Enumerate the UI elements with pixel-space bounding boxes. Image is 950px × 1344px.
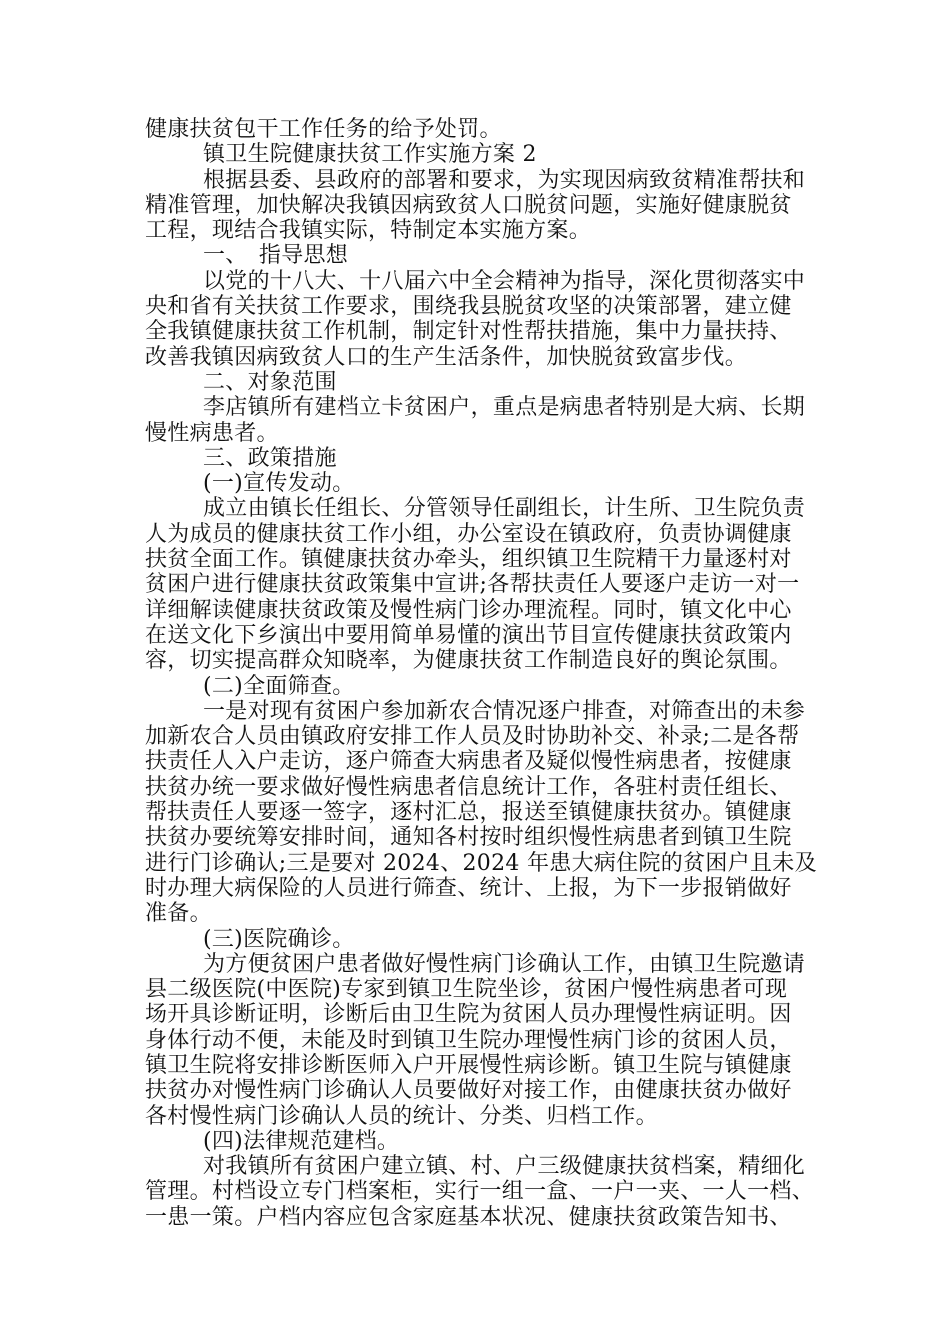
text-line: 管理。村档设立专门档案柜，实行一组一盒、一户一夹、一人一档、 (145, 1179, 815, 1205)
section-heading: 三、政策措施 (203, 445, 337, 471)
text-line: 央和省有关扶贫工作要求，围绕我县脱贫攻坚的决策部署，建立健 (145, 294, 792, 320)
text-line: 工程，现结合我镇实际，特制定本实施方案。 (145, 218, 592, 244)
text-line: 根据县委、县政府的部署和要求，为实现因病致贫精准帮扶和 (203, 167, 806, 193)
text-line: 以党的十八大、十八届六中全会精神为指导，深化贯彻落实中 (203, 268, 806, 294)
text-line: 改善我镇因病致贫人口的生产生活条件，加快脱贫致富步伐。 (145, 344, 748, 370)
subsection-heading: (一)宣传发动。 (203, 471, 355, 497)
subsection-heading: (三)医院确诊。 (203, 926, 355, 952)
section-heading: 二、对象范围 (203, 369, 337, 395)
text-line: 进行门诊确认;三是要对 2024、2024 年患大病住院的贫困户且未及 (145, 850, 817, 876)
text-line: 贫困户进行健康扶贫政策集中宣讲;各帮扶责任人要逐户走访一对一 (145, 572, 800, 598)
text-line: 精准管理，加快解决我镇因病致贫人口脱贫问题，实施好健康脱贫 (145, 192, 792, 218)
text-line: 成立由镇长任组长、分管领导任副组长，计生所、卫生院负责 (203, 496, 806, 522)
text-line: 各村慢性病门诊确认人员的统计、分类、归档工作。 (145, 1103, 658, 1129)
text-line: 在送文化下乡演出中要用简单易懂的演出节目宣传健康扶贫政策内 (145, 622, 792, 648)
text-line: 扶贫办对慢性病门诊确认人员要做好对接工作，由健康扶贫办做好 (145, 1078, 792, 1104)
text-line: 准备。 (145, 901, 212, 927)
subsection-heading: (四)法律规范建档。 (203, 1128, 400, 1154)
text-line: 扶贫办要统筹安排时间，通知各村按时组织慢性病患者到镇卫生院 (145, 825, 792, 851)
text-line: 一是对现有贫困户参加新农合情况逐户排查，对筛查出的未参 (203, 698, 806, 724)
text-line: 为方便贫困户患者做好慢性病门诊确认工作，由镇卫生院邀请 (203, 951, 806, 977)
text-line: 李店镇所有建档立卡贫困户，重点是病患者特别是大病、长期 (203, 395, 806, 421)
text-line: 帮扶责任人要逐一签字，逐村汇总，报送至镇健康扶贫办。镇健康 (145, 800, 792, 826)
text-line: 扶贫办统一要求做好慢性病患者信息统计工作，各驻村责任组长、 (145, 774, 792, 800)
text-line: 镇卫生院将安排诊断医师入户开展慢性病诊断。镇卫生院与镇健康 (145, 1052, 792, 1078)
text-line: 慢性病患者。 (145, 420, 279, 446)
text-line: 扶责任人入户走访，逐户筛查大病患者及疑似慢性病患者，按健康 (145, 749, 792, 775)
section-title: 镇卫生院健康扶贫工作实施方案 2 (203, 142, 537, 168)
text-line: 容，切实提高群众知晓率，为健康扶贫工作制造良好的舆论氛围。 (145, 648, 792, 674)
text-line: 加新农合人员由镇政府安排工作人员及时协助补交、补录;二是各帮 (145, 724, 800, 750)
text-line: 场开具诊断证明，诊断后由卫生院为贫困人员办理慢性病证明。因 (145, 1002, 792, 1028)
text-line: 健康扶贫包干工作任务的给予处罚。 (145, 117, 502, 142)
text-line: 全我镇健康扶贫工作机制，制定针对性帮扶措施，集中力量扶持、 (145, 319, 792, 345)
text-line: 县二级医院(中医院)专家到镇卫生院坐诊，贫困户慢性病患者可现 (145, 977, 788, 1003)
text-line: 详细解读健康扶贫政策及慢性病门诊办理流程。同时，镇文化中心 (145, 597, 792, 623)
subsection-heading: (二)全面筛查。 (203, 673, 355, 699)
text-line: 扶贫全面工作。镇健康扶贫办牵头，组织镇卫生院精干力量逐村对 (145, 547, 792, 573)
text-line: 人为成员的健康扶贫工作小组，办公室设在镇政府，负责协调健康 (145, 521, 792, 547)
text-line: 对我镇所有贫困户建立镇、村、户三级健康扶贫档案，精细化 (203, 1154, 806, 1180)
section-heading: 一、 指导思想 (203, 243, 349, 269)
text-line: 时办理大病保险的人员进行筛查、统计、上报，为下一步报销做好 (145, 875, 792, 901)
text-line: 身体行动不便，未能及时到镇卫生院办理慢性病门诊的贫困人员， (145, 1027, 792, 1053)
text-line: 一患一策。户档内容应包含家庭基本状况、健康扶贫政策告知书、 (145, 1204, 792, 1230)
document-page (145, 117, 815, 1230)
